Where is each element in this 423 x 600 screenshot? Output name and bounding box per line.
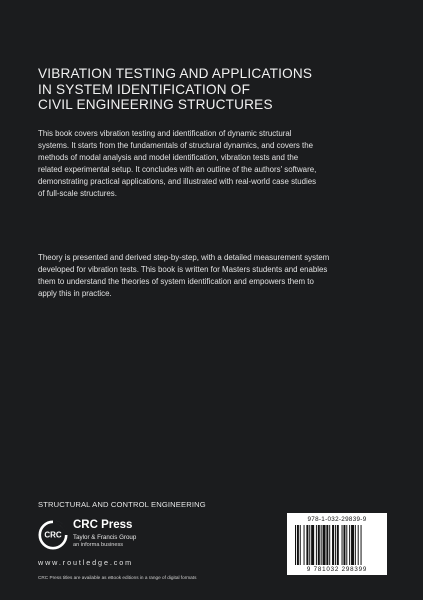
title-line: IN SYSTEM IDENTIFICATION OF (38, 81, 251, 97)
paragraph-line: related experimental setup. It concludes with an outline of the authors' software, (38, 165, 317, 175)
description-paragraph (38, 128, 388, 201)
barcode-bar (316, 525, 317, 565)
series-name: STRUCTURAL AND CONTROL ENGINEERING (38, 500, 206, 509)
audience-paragraph (38, 252, 388, 300)
barcode-bar (361, 525, 362, 565)
crc-press-logo (38, 520, 68, 550)
barcode-bar (351, 525, 354, 565)
barcode-bar (297, 525, 299, 565)
barcode-bar (295, 525, 296, 565)
barcode-bar (300, 525, 301, 565)
book-title (38, 66, 388, 113)
ebook-note: CRC Press titles are available as eBook editions in a range of digital formats (38, 575, 197, 580)
barcode-bar (323, 525, 326, 565)
title-line: CIVIL ENGINEERING STRUCTURES (38, 97, 273, 112)
barcode-bars (295, 525, 379, 565)
isbn-barcode (287, 513, 387, 575)
isbn-number: 978-1-032-29839-9 (307, 516, 367, 523)
barcode-bar (355, 525, 356, 565)
paragraph-line: systems. It starts from the fundamentals of structural dynamics, and covers the (38, 141, 313, 151)
barcode-bar (332, 525, 334, 565)
paragraph-line: methods of modal analysis and model identification, vibration tests and the (38, 153, 299, 163)
barcode-bar (304, 525, 305, 565)
paragraph-line: developed for vibration tests. This book is written for Masters students and enables (38, 265, 328, 275)
publisher-name: CRC Press (73, 519, 133, 531)
barcode-bar (326, 525, 328, 565)
logo-text: CRC (44, 530, 62, 540)
barcode-bar (346, 525, 347, 565)
publisher-website: www.routledge.com (38, 558, 134, 567)
barcode-bar (343, 525, 345, 565)
title-line: VIBRATION TESTING AND APPLICATIONS (38, 66, 313, 81)
barcode-digits: 9 781032 298399 (306, 566, 368, 573)
barcode-bar (321, 525, 322, 565)
paragraph-line: them to understand the theories of system identification and empowers them to (38, 277, 314, 287)
barcode-bar (342, 525, 343, 565)
barcode-bar (335, 525, 336, 565)
barcode-bar (337, 525, 339, 565)
barcode-bar (306, 525, 308, 565)
barcode-bar (311, 525, 314, 565)
paragraph-line: of full-scale structures. (38, 189, 117, 199)
barcode-bar (349, 525, 350, 565)
paragraph-line: This book covers vibration testing and identification of dynamic structural (38, 129, 292, 138)
paragraph-line: demonstrating practical applications, and illustrated with real-world case studies (38, 177, 317, 187)
publisher-subtitle: an informa business (73, 542, 124, 548)
paragraph-line: Theory is presented and derived step-by-step, with a detailed measurement system (38, 253, 330, 262)
barcode-bar (329, 525, 330, 565)
barcode-bar (309, 525, 310, 565)
publisher-group: Taylor & Francis Group (73, 534, 137, 541)
paragraph-line: apply this in practice. (38, 289, 112, 299)
barcode-bar (358, 525, 359, 565)
barcode-bar (318, 525, 320, 565)
